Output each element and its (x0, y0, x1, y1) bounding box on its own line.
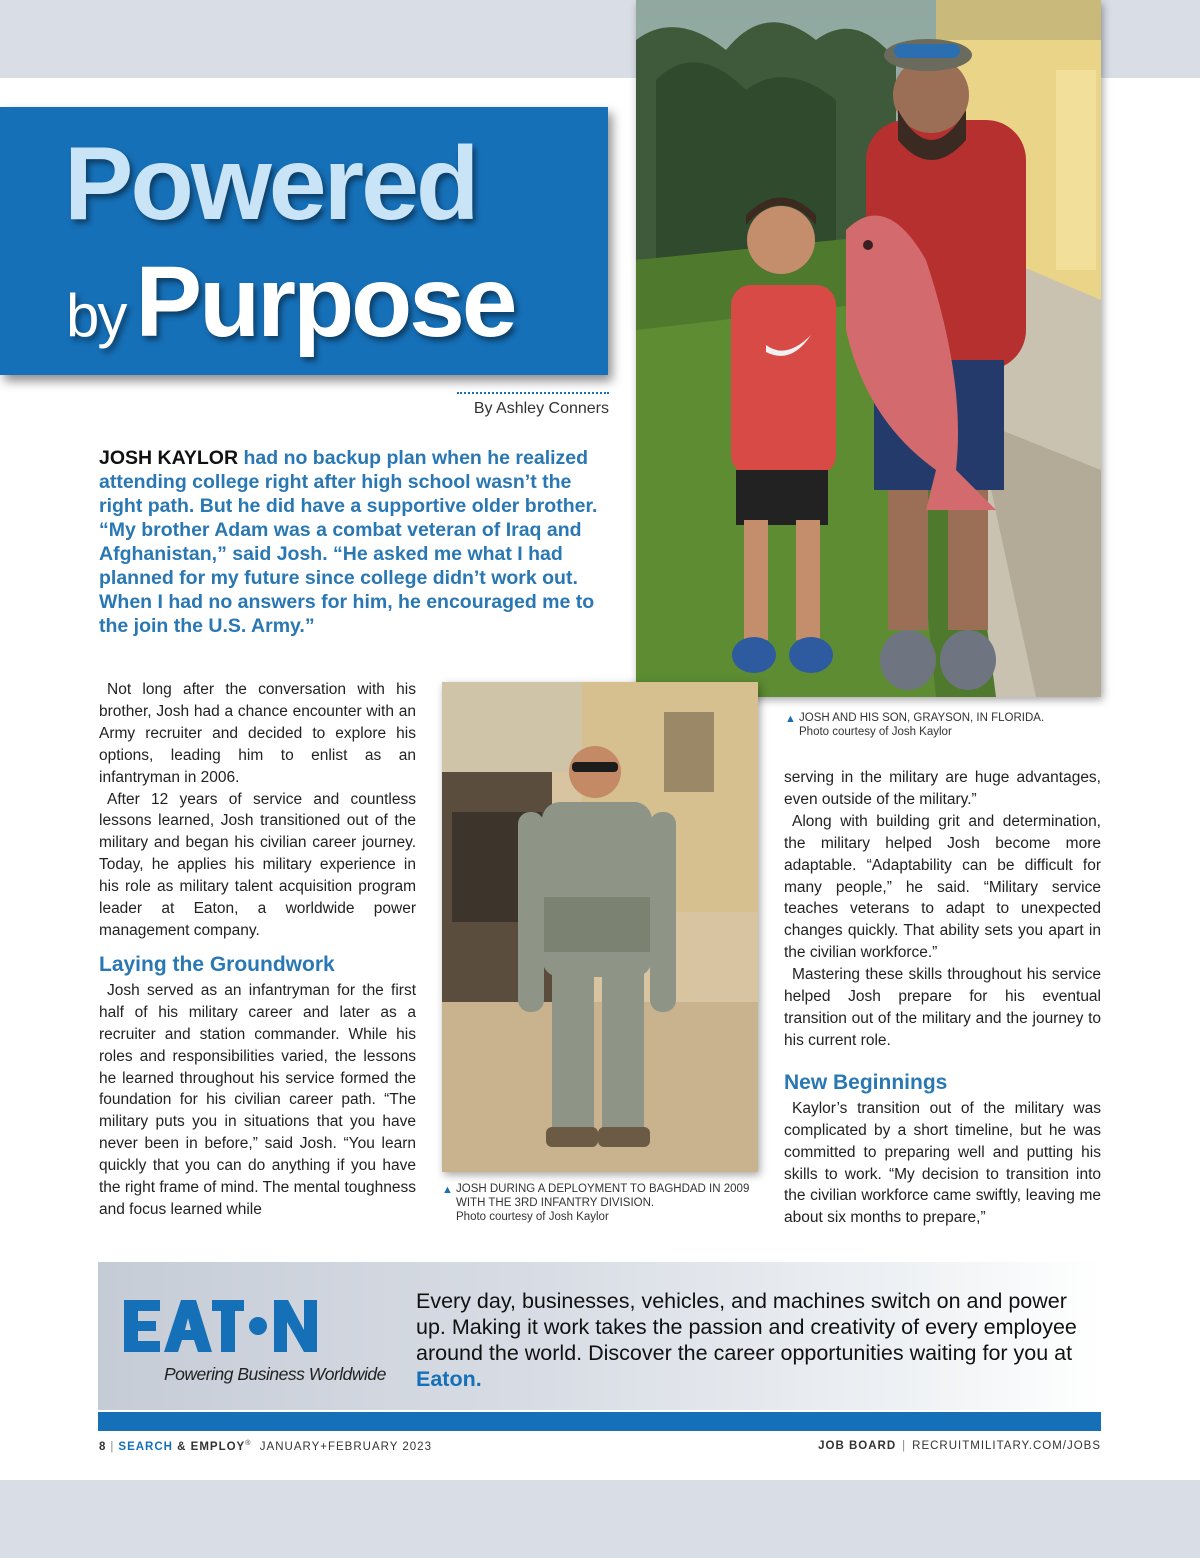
ad-copy-text: Every day, businesses, vehicles, and machines switch on and power up. Making it work takes the passion and creativity of every employee around the world. Discover the career opportunities waiting for you at (416, 1289, 1077, 1365)
paragraph: serving in the military are huge advantages, even outside of the military.” (784, 769, 1101, 808)
paragraph: Along with building grit and determination, the military helped Josh become more adaptable. “Adaptability can be difficult for many people,” he said. “Military service teaches veterans to adapt to unexpected changes quickly. That ability sets you apart in the civilian workforce.” (784, 812, 1101, 962)
triangle-icon: ▲ (785, 713, 796, 725)
section-name: JOB BOARD (818, 1440, 897, 1452)
subhead-new-beginnings: New Beginnings (784, 1070, 948, 1094)
subhead-laying-the-groundwork: Laying the Groundwork (99, 952, 335, 976)
paragraph: After 12 years of service and countless lessons learned, Josh transitioned out of the military and began his civilian career journey. Today, he applies his military experience in his role as military talent acquisition program leader at Eaton, a worldwide power management company. (99, 790, 416, 939)
triangle-icon: ▲ (442, 1184, 453, 1196)
headline-box (0, 107, 608, 375)
magazine-name-employ: & EMPLOY (172, 1440, 246, 1453)
paragraph: Mastering these skills throughout his service helped Josh prepare for his eventual transition out of the military and the journey to his current role. (784, 966, 1101, 1049)
photo-josh-deployment (442, 682, 758, 1172)
caption-text-line1: JOSH DURING A DEPLOYMENT TO BAGHDAD IN 2009 (456, 1183, 750, 1195)
headline-line2 (66, 245, 514, 360)
ad-accent-bar (98, 1412, 1101, 1431)
footer-left (99, 1440, 432, 1453)
article-column-1 (99, 679, 416, 1221)
ad-copy (416, 1288, 1086, 1392)
lead-text: had no backup plan when he realized attending college right after high school wasn’t the right path. But he did have a supportive older brother. “My brother Adam was a combat veteran of Iraq and Afghanistan,” said Josh. “He asked me what I had planned for my future since college didn’t work out. When I had no answers for him, he encouraged me to the join the U.S. Army.” (99, 447, 598, 637)
headline-powered: Powered (64, 126, 477, 242)
ad-brand-name: Eaton (416, 1367, 476, 1391)
eaton-advertisement[interactable] (98, 1262, 1101, 1410)
registered-mark: ® (245, 1440, 252, 1447)
footer-separator: | (110, 1440, 115, 1453)
caption-deployment (442, 1182, 772, 1224)
issue-date: JANUARY+FEBRUARY 2023 (259, 1440, 432, 1453)
byline-divider (457, 392, 609, 394)
photo-josh-and-son (636, 0, 1101, 697)
ad-brand-period: . (475, 1367, 482, 1391)
footer-url[interactable]: RECRUITMILITARY.COM/JOBS (912, 1440, 1101, 1452)
bottom-margin (0, 1480, 1200, 1558)
footer-right (818, 1440, 1101, 1452)
paragraph: Not long after the conversation with his brother, Josh had a chance encounter with an Army recruiter and decided to explore his options, leading him to enlist as an infantryman in 2006. (99, 681, 416, 786)
article-column-3 (784, 767, 1101, 1229)
lead-paragraph (99, 446, 599, 638)
page-number: 8 (99, 1440, 107, 1453)
paragraph: Kaylor’s transition out of the military was complicated by a short timeline, but he was committed to preparing well and putting his skills to work. “My decision to transition into the civilian workforce came swiftly, leaving me about six months to prepare,” (784, 1099, 1101, 1227)
eaton-logo (124, 1300, 319, 1363)
caption-text: JOSH AND HIS SON, GRAYSON, IN FLORIDA. (799, 712, 1045, 724)
headline-purpose: Purpose (135, 246, 515, 358)
caption-credit: Photo courtesy of Josh Kaylor (799, 726, 952, 738)
footer-separator: | (902, 1440, 907, 1452)
caption-josh-and-son (785, 711, 1105, 739)
lead-name: JOSH KAYLOR (99, 447, 239, 469)
byline: By Ashley Conners (473, 400, 609, 417)
eaton-tagline: Powering Business Worldwide (164, 1364, 386, 1384)
paragraph: Josh served as an infantryman for the first half of his military career and later as a recruiter and station commander. While his roles and responsibilities varied, the lessons he learned throughout his service formed the foundation for his civilian career path. “The military puts you in situations that you have never been in before,” said Josh. “You learn quickly that you can do anything if you have the right frame of mind. The mental toughness and focus learned while (99, 981, 416, 1218)
caption-credit: Photo courtesy of Josh Kaylor (456, 1211, 609, 1223)
magazine-name-search: SEARCH (118, 1440, 173, 1453)
caption-text-line2: WITH THE 3RD INFANTRY DIVISION. (456, 1197, 655, 1209)
headline-by: by (66, 282, 126, 349)
